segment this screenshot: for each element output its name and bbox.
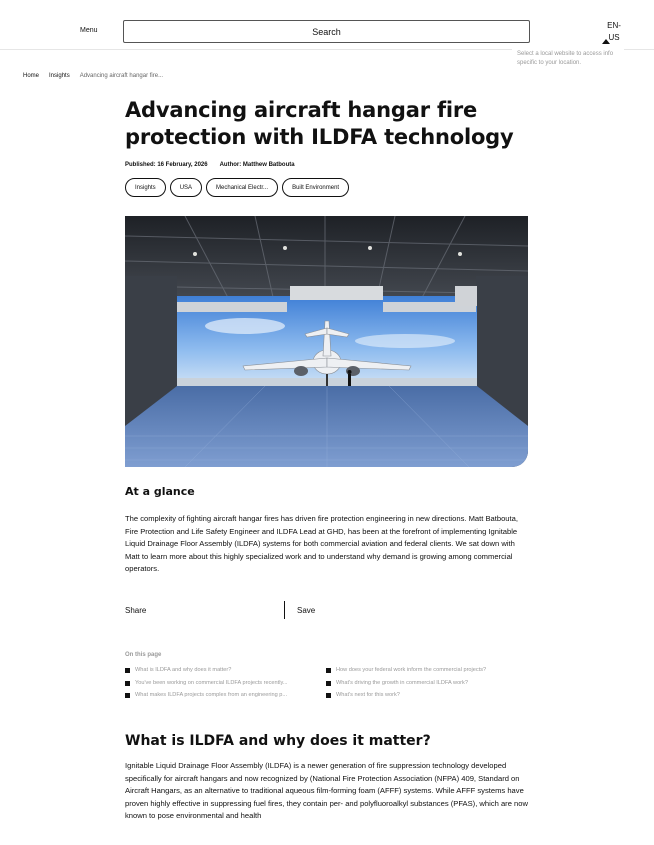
- language-selector[interactable]: EN-US: [607, 21, 621, 42]
- toc-item-label: What's next for this work?: [336, 692, 400, 698]
- toc-item[interactable]: [125, 680, 287, 686]
- breadcrumb-current: Advancing aircraft hangar fire...: [79, 73, 164, 79]
- toc-item[interactable]: [326, 667, 486, 673]
- bullet-square-icon: [125, 693, 130, 698]
- published-date: Published: 16 February, 2026: [125, 162, 208, 168]
- tag-usa[interactable]: USA: [170, 178, 202, 197]
- section-heading: What is ILDFA and why does it matter?: [125, 733, 431, 749]
- share-button[interactable]: Share: [125, 606, 147, 615]
- page-title: Advancing aircraft hangar fire protection with ILDFA technology: [125, 98, 514, 149]
- save-button[interactable]: Save: [297, 606, 316, 615]
- menu-button[interactable]: Menu: [80, 27, 98, 34]
- on-this-page-heading: On this page: [125, 652, 162, 658]
- tag-insights[interactable]: Insights: [125, 178, 166, 197]
- toc-item[interactable]: [125, 667, 231, 673]
- toc-item-label: What's driving the growth in commercial ILDFA work?: [336, 680, 468, 686]
- tag-mechanical[interactable]: Mechanical Electr...: [206, 178, 278, 197]
- toc-item-label: What makes ILDFA projects complex from an engineering p...: [135, 692, 288, 698]
- toc-item[interactable]: [326, 692, 400, 698]
- article-meta: [125, 162, 295, 168]
- bullet-square-icon: [125, 681, 130, 686]
- location-tooltip: Select a local website to access info specific to your location.: [512, 45, 624, 73]
- breadcrumb-home[interactable]: Home: [23, 73, 40, 79]
- toc-item-label: What is ILDFA and why does it matter?: [135, 667, 232, 673]
- action-divider: [284, 601, 285, 619]
- site-header: [0, 0, 654, 50]
- toc-item[interactable]: [326, 680, 468, 686]
- bullet-square-icon: [326, 681, 331, 686]
- tag-built-environment[interactable]: Built Environment: [282, 178, 349, 197]
- toc-item-label: You've been working on commercial ILDFA projects recently...: [135, 680, 288, 686]
- tooltip-arrow-icon: [602, 39, 610, 44]
- breadcrumb-insights[interactable]: Insights: [49, 73, 70, 79]
- bullet-square-icon: [125, 668, 130, 673]
- breadcrumb: [23, 73, 173, 79]
- bullet-square-icon: [326, 668, 331, 673]
- author-name: Author: Matthew Batbouta: [219, 162, 295, 168]
- glance-heading: At a glance: [125, 485, 195, 498]
- bullet-square-icon: [326, 693, 331, 698]
- toc-item-label: How does your federal work inform the commercial projects?: [336, 667, 487, 673]
- search-input[interactable]: Search: [123, 20, 530, 43]
- tag-list: [125, 178, 349, 197]
- glance-paragraph: The complexity of fighting aircraft hangar fires has driven fire protection engineering in new directions. Matt Batbouta, Fire Protection and Life Safety Engineer and ILDFA Lead at GHD, has been at the forefront of implementing Ignitable Liquid Drainage Floor Assembly (ILDFA) systems for both commercial aviation and federal clients. We sat down with Matt to learn more about this highly specialized work and to understand why demand is growing among commercial operators.: [125, 514, 518, 573]
- hero-image: [125, 216, 528, 467]
- toc-item[interactable]: [125, 692, 287, 698]
- section-paragraph: Ignitable Liquid Drainage Floor Assembly (ILDFA) is a newer generation of fire suppression technology developed specifically for aircraft hangars and now recognized by (National Fire Protection Association (NFPA) 409, Standard on Aircraft Hangars, as an alternative to traditional aqueous film-forming foam (AFFF) systems. While AFFF systems have proven highly effective in suppressing fuel fires, they contain per- and polyfluoroalkyl substances (PFAS), which are now known to pose environmental and health: [125, 761, 528, 821]
